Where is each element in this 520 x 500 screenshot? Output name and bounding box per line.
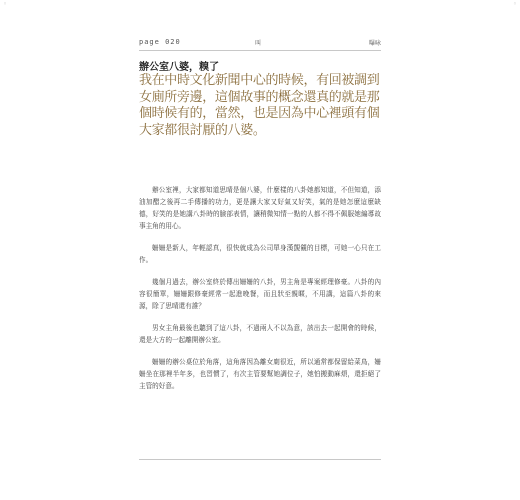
body-paragraph: 辦公室裡，大家都知道思晴是個八婆，什麼樣的八卦她都知道，不但知道，添油加醋之後再二手傳播的功力，更是讓大家又好氣又好笑，氣的是她怎麼這麼缺德，好笑的是她講八卦時的臉部表情，讓稍微知情一點的人都不得不佩服她編導故事主角的用心。 (139, 186, 381, 230)
corner-mark-right: ◦ (512, 0, 517, 8)
corner-mark-left: ◦ (3, 0, 8, 8)
body-paragraph: 幾個月過去，辦公室終於傳出姍姍的八卦，男主角是專案經理修豪。八卦的內容很簡單，姍姍跟修豪經常一起進晚餐，而且狀至親暱，不用講，這篇八卦的來源，除了思晴還有誰？ (139, 278, 381, 310)
body-paragraph: 姍姍的辦公桌位於角落，這角落因為離女廁很近，所以通常都保留給菜鳥，姍姍坐在那裡半年多，也習慣了，有次主管要幫她調位子，她怕搬動麻煩，還拒絕了主管的好意。 (139, 358, 381, 390)
article-lead: 我在中時文化新聞中心的時候，有回被調到女廁所旁邊，這個故事的概念還真的就是那個時候有的，當然，也是因為中心裡頭有個大家都很討厭的八婆。 (139, 73, 380, 138)
header-center-mark: 叫 (255, 40, 262, 47)
page-number: page 020 (139, 38, 181, 46)
article-body (139, 184, 381, 402)
header-right-mark: 曝咏 (368, 40, 381, 47)
page-footer-rule (139, 459, 381, 460)
article-title: 辦公室八婆，糗了 (139, 62, 219, 73)
body-paragraph: 姍姍是新人，年輕認真，很快就成為公司單身漢覬覦的目標，可她一心只在工作。 (139, 244, 381, 264)
book-page (139, 38, 381, 464)
body-paragraph: 男女主角最後也聽到了這八卦，不過兩人不以為意，該出去一起開會的時候，還是大方的一起離開辦公室。 (139, 324, 381, 344)
page-header (139, 38, 381, 51)
